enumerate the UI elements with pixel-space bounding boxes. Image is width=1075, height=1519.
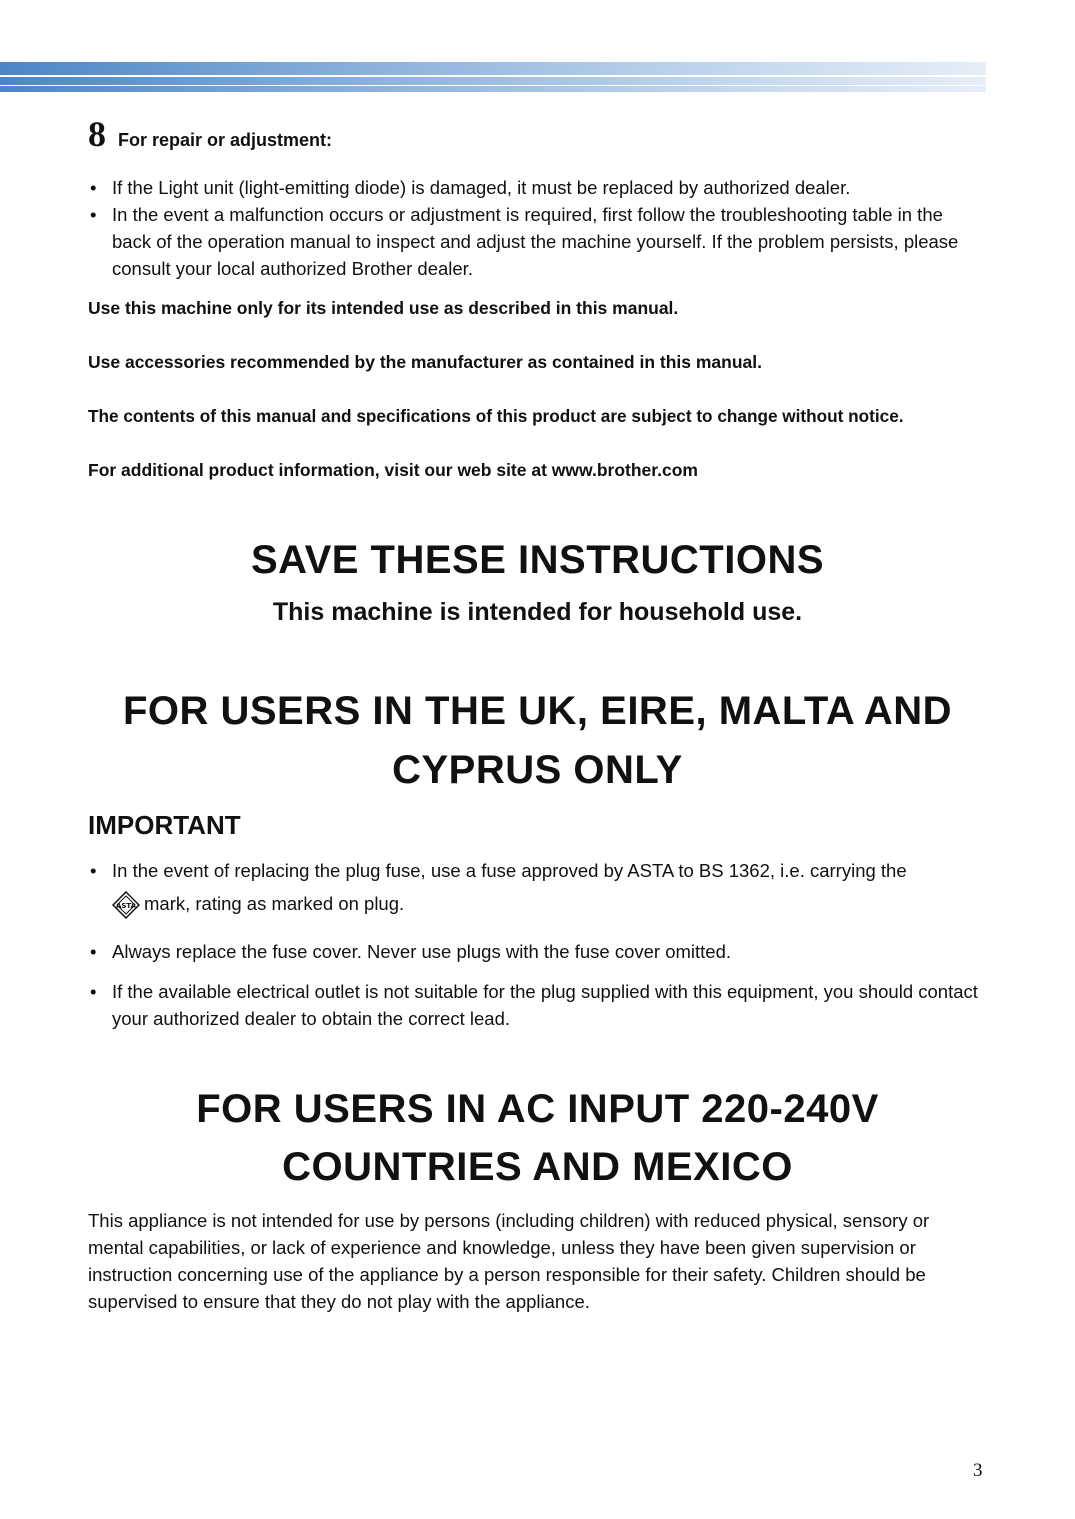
notice-changes: The contents of this manual and specifications of this product are subject to change without notice. [88,406,904,426]
important-heading: IMPORTANT [88,810,241,840]
repair-bullet-list [88,174,986,282]
section-title: For repair or adjustment: [118,130,333,150]
ac-paragraph: This appliance is not intended for use by persons (including children) with reduced physical, sensory or mental capabilities, or lack of experience and knowledge, unless they have been given supervision or instruction concerning use of the appliance by a person responsible for their safety. Children should be supervised to ensure that they do not play with the appliance. [88,1210,930,1312]
list-item: • In the event a malfunction occurs or adjustment is required, first follow the troubleshooting table in the back of the operation manual to inspect and adjust the machine yourself. If the problem persists, please consult your local authorized Brother dealer. [88,201,986,282]
ac-section-title-line1: FOR USERS IN AC INPUT 220-240V [196,1087,879,1131]
list-item: • If the available electrical outlet is not suitable for the plug supplied with this equipment, you should contact your authorized dealer to obtain the correct lead. [88,978,986,1032]
fuse-mark-text: mark, rating as marked on plug. [144,893,405,914]
notice-accessories: Use accessories recommended by the manufacturer as contained in this manual. [88,352,762,372]
household-use-subtitle: This machine is intended for household use. [272,598,803,626]
header-band [0,62,986,92]
uk-section-title-line2: CYPRUS ONLY [392,748,683,792]
uk-bullet-list [88,857,986,919]
section-number: 8 [88,114,106,154]
uk-bullet-list-2 [88,938,986,965]
asta-mark-label: ASTA [115,902,137,911]
fuse-text: In the event of replacing the plug fuse, use a fuse approved by ASTA to BS 1362, i.e. carrying the [112,860,907,881]
list-item [88,857,986,919]
notice-website: For additional product information, visit our web site at www.brother.com [88,460,698,480]
asta-mark-icon [112,891,140,919]
notice-intended-use: Use this machine only for its intended use as described in this manual. [88,298,679,318]
page-number: 3 [973,1460,983,1481]
uk-bullet-list-3 [88,978,986,1032]
uk-section-title-line1: FOR USERS IN THE UK, EIRE, MALTA AND [122,689,953,733]
list-item: • If the Light unit (light-emitting diode) is damaged, it must be replaced by authorized dealer. [88,174,986,201]
save-instructions-title: SAVE THESE INSTRUCTIONS [250,538,825,582]
list-item: • Always replace the fuse cover. Never use plugs with the fuse cover omitted. [88,938,986,965]
ac-section-title-line2: COUNTRIES AND MEXICO [282,1145,793,1189]
section-heading [88,113,332,155]
